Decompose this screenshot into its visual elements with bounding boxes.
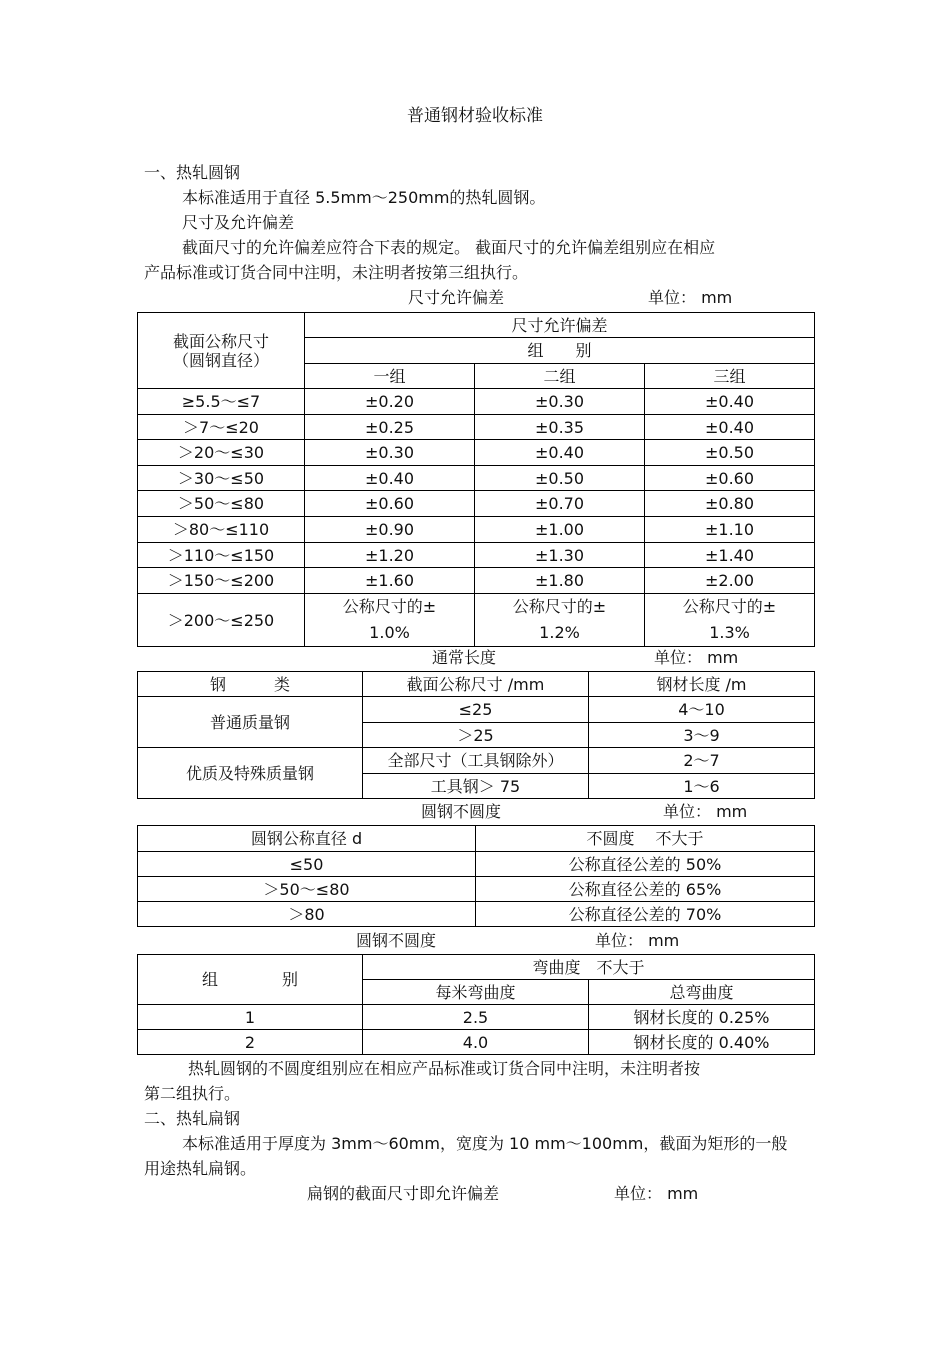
table-row — [138, 852, 815, 877]
table-cell: ±1.80 — [475, 568, 645, 594]
table2-head-type: 钢 类 — [138, 672, 363, 697]
table-cell: ±0.50 — [645, 440, 815, 466]
table-cell: ＞50～≤80 — [138, 491, 305, 517]
page-title: 普通钢材验收标准 — [407, 106, 543, 126]
table1-group-3: 三组 — [645, 364, 815, 389]
table4-head-total: 总弯曲度 — [589, 980, 815, 1005]
table1-head-span: 尺寸允许偏差 — [305, 313, 815, 338]
table-cell: ＞50～≤80 — [138, 877, 476, 902]
table1-caption: 尺寸允许偏差 — [408, 288, 505, 307]
table-cell: 工具钢＞ 75 — [363, 774, 589, 799]
table-row — [138, 1030, 815, 1055]
table-cell: 4.0 — [363, 1030, 589, 1055]
table2-caption: 通常长度 — [432, 648, 497, 667]
table-cell: 公称直径公差的 50% — [476, 852, 815, 877]
table-cell: ±0.80 — [645, 491, 815, 517]
table-row — [138, 697, 815, 723]
section1-heading: 一、热轧圆钢 — [144, 163, 241, 182]
table-cell: ±0.40 — [645, 389, 815, 415]
section1-para2: 尺寸及允许偏差 — [182, 213, 295, 232]
table-cell: ±0.35 — [475, 415, 645, 440]
table-cell: ±0.25 — [305, 415, 475, 440]
table-cell: 1 — [138, 1005, 363, 1030]
table1-head-size-line2: （圆钢直径） — [172, 350, 269, 370]
table-cell: 4～10 — [589, 697, 815, 723]
percent-value: 1.0% — [369, 623, 410, 642]
table-cell: ±2.00 — [645, 568, 815, 594]
table-row — [138, 748, 815, 774]
table1-unit: 单位： mm — [648, 288, 733, 307]
table-row — [138, 517, 815, 543]
table-cell: 公称直径公差的 65% — [476, 877, 815, 902]
table-cell — [645, 594, 815, 647]
table-cell: 1～6 — [589, 774, 815, 799]
table1-group-1: 一组 — [305, 364, 475, 389]
table-cell: ±0.40 — [305, 466, 475, 491]
table-row — [138, 902, 815, 927]
table4-head-bending: 弯曲度 不大于 — [363, 955, 815, 980]
ovality-table — [137, 825, 815, 927]
table-row — [138, 415, 815, 440]
table4-unit: 单位： mm — [595, 931, 680, 950]
percent-value: 1.2% — [539, 623, 580, 642]
table-cell: ±1.00 — [475, 517, 645, 543]
tolerance-table — [137, 312, 815, 647]
section2-heading: 二、热轧扁钢 — [144, 1109, 241, 1128]
table-row — [138, 389, 815, 415]
table-cell: 2.5 — [363, 1005, 589, 1030]
percent-prefix: 公称尺寸的± — [342, 597, 437, 616]
table3-caption: 圆钢不圆度 — [421, 802, 502, 821]
table-cell: ±0.60 — [645, 466, 815, 491]
table-row — [138, 568, 815, 594]
table2-group-name: 优质及特殊质量钢 — [138, 748, 363, 799]
table4-caption: 圆钢不圆度 — [356, 931, 437, 950]
table1-head-size-line1: 截面公称尺寸 — [172, 331, 269, 351]
table5-unit: 单位： mm — [614, 1184, 699, 1203]
table5-caption: 扁钢的截面尺寸即允许偏差 — [307, 1184, 500, 1203]
table-row — [138, 491, 815, 517]
table-cell: 公称直径公差的 70% — [476, 902, 815, 927]
table-cell: ＞110～≤150 — [138, 543, 305, 568]
bending-table — [137, 954, 815, 1055]
note-line1: 热轧圆钢的不圆度组别应在相应产品标准或订货合同中注明，未注明者按 — [188, 1059, 701, 1078]
table-cell: 3～9 — [589, 723, 815, 748]
table-cell: 钢材长度的 0.40% — [589, 1030, 815, 1055]
table-cell: 2～7 — [589, 748, 815, 774]
table-row — [138, 543, 815, 568]
note-line2: 第二组执行。 — [144, 1084, 241, 1103]
section2-para-line1: 本标准适用于厚度为 3mm～60mm，宽度为 10 mm～100mm，截面为矩形的一般 — [182, 1134, 788, 1153]
table-cell: ≥5.5～≤7 — [138, 389, 305, 415]
table2-head-size: 截面公称尺寸 /mm — [363, 672, 589, 697]
table-cell: ＞80～≤110 — [138, 517, 305, 543]
table1-group-2: 二组 — [475, 364, 645, 389]
table-row — [138, 877, 815, 902]
table4-head-per-meter: 每米弯曲度 — [363, 980, 589, 1005]
table-row — [138, 1005, 815, 1030]
table-row — [138, 440, 815, 466]
table-row — [138, 594, 815, 647]
percent-prefix: 公称尺寸的± — [682, 597, 777, 616]
table-cell: ±1.30 — [475, 543, 645, 568]
table-cell: ±1.60 — [305, 568, 475, 594]
table-cell: 钢材长度的 0.25% — [589, 1005, 815, 1030]
table3-head-ovality: 不圆度 不大于 — [476, 826, 815, 852]
table-row — [138, 466, 815, 491]
table2-group-name: 普通质量钢 — [138, 697, 363, 748]
table-cell: ＞200～≤250 — [138, 594, 305, 647]
table-cell: ＞150～≤200 — [138, 568, 305, 594]
percent-value: 1.3% — [709, 623, 750, 642]
table-cell: ±0.40 — [475, 440, 645, 466]
table-cell: ±1.10 — [645, 517, 815, 543]
table-cell: ±0.60 — [305, 491, 475, 517]
section1-para1: 本标准适用于直径 5.5mm～250mm的热轧圆钢。 — [182, 188, 546, 207]
table-cell: ±0.40 — [645, 415, 815, 440]
section1-para3-line2: 产品标准或订货合同中注明，未注明者按第三组执行。 — [144, 263, 529, 282]
table-cell: ±1.40 — [645, 543, 815, 568]
table-cell: ±0.30 — [305, 440, 475, 466]
table-cell: ±0.30 — [475, 389, 645, 415]
table-cell: ±1.20 — [305, 543, 475, 568]
table2-unit: 单位： mm — [654, 648, 739, 667]
table3-unit: 单位： mm — [663, 802, 748, 821]
table-cell: ±0.20 — [305, 389, 475, 415]
table-cell: ≤50 — [138, 852, 476, 877]
table2-head-length: 钢材长度 /m — [589, 672, 815, 697]
table-cell: 全部尺寸（工具钢除外） — [363, 748, 589, 774]
table-cell: 2 — [138, 1030, 363, 1055]
table-cell: ±0.50 — [475, 466, 645, 491]
table-cell: ≤25 — [363, 697, 589, 723]
percent-prefix: 公称尺寸的± — [512, 597, 607, 616]
section2-para-line2: 用途热轧扁钢。 — [144, 1159, 257, 1178]
section1-para3-line1: 截面尺寸的允许偏差应符合下表的规定。 截面尺寸的允许偏差组别应在相应 — [182, 238, 716, 257]
table-cell — [305, 594, 475, 647]
table1-head-size — [138, 313, 305, 389]
table-cell: ±0.70 — [475, 491, 645, 517]
length-table — [137, 671, 815, 799]
table4-head-group: 组 别 — [138, 955, 363, 1005]
table1-head-group: 组 别 — [305, 338, 815, 364]
table3-head-diameter: 圆钢公称直径 d — [138, 826, 476, 852]
table-cell: ＞7～≤20 — [138, 415, 305, 440]
table-cell: ±0.90 — [305, 517, 475, 543]
table-cell: ＞30～≤50 — [138, 466, 305, 491]
table-cell: ＞20～≤30 — [138, 440, 305, 466]
table-cell — [475, 594, 645, 647]
table-cell: ＞25 — [363, 723, 589, 748]
table-cell: ＞80 — [138, 902, 476, 927]
